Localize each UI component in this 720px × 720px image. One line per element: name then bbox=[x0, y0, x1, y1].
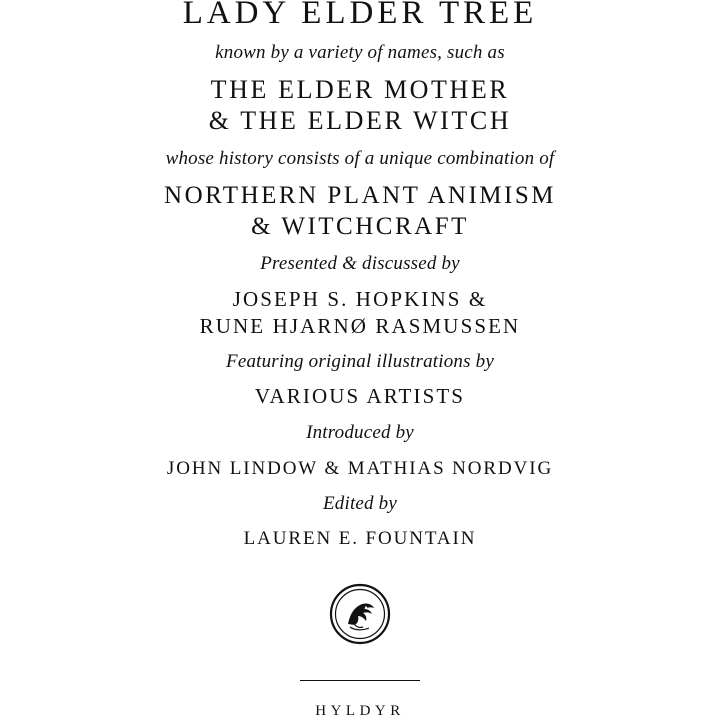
subtitle-history: whose history consists of a unique combination of bbox=[165, 147, 555, 169]
presented-by-label: Presented & discussed by bbox=[260, 253, 460, 275]
author-joseph-hopkins: JOSEPH S. HOPKINS & bbox=[232, 286, 488, 311]
introducers-credit: JOHN LINDOW & MATHIAS NORDVIG bbox=[166, 457, 554, 479]
edited-by-label: Edited by bbox=[323, 492, 397, 514]
alternate-name-elder-witch: & THE ELDER WITCH bbox=[208, 106, 512, 136]
topic-witchcraft: & WITCHCRAFT bbox=[251, 213, 469, 241]
illustrations-label: Featuring original illustrations by bbox=[226, 350, 494, 372]
author-rune-rasmussen: RUNE HJARNØ RASMUSSEN bbox=[199, 313, 521, 338]
page-title: LADY ELDER TREE bbox=[182, 0, 538, 31]
subtitle-known-by: known by a variety of names, such as bbox=[215, 42, 505, 64]
imprint-name: HYLDYR bbox=[315, 703, 405, 720]
divider-rule bbox=[300, 680, 420, 681]
editor-credit: LAUREN E. FOUNTAIN bbox=[243, 528, 477, 550]
publisher-logo bbox=[328, 582, 392, 646]
alternate-name-elder-mother: THE ELDER MOTHER bbox=[210, 75, 510, 105]
introduced-by-label: Introduced by bbox=[306, 422, 414, 444]
illustrators-credit: VARIOUS ARTISTS bbox=[254, 384, 466, 409]
topic-plant-animism: NORTHERN PLANT ANIMISM bbox=[164, 182, 556, 210]
publisher-bird-seal-icon bbox=[328, 582, 392, 646]
